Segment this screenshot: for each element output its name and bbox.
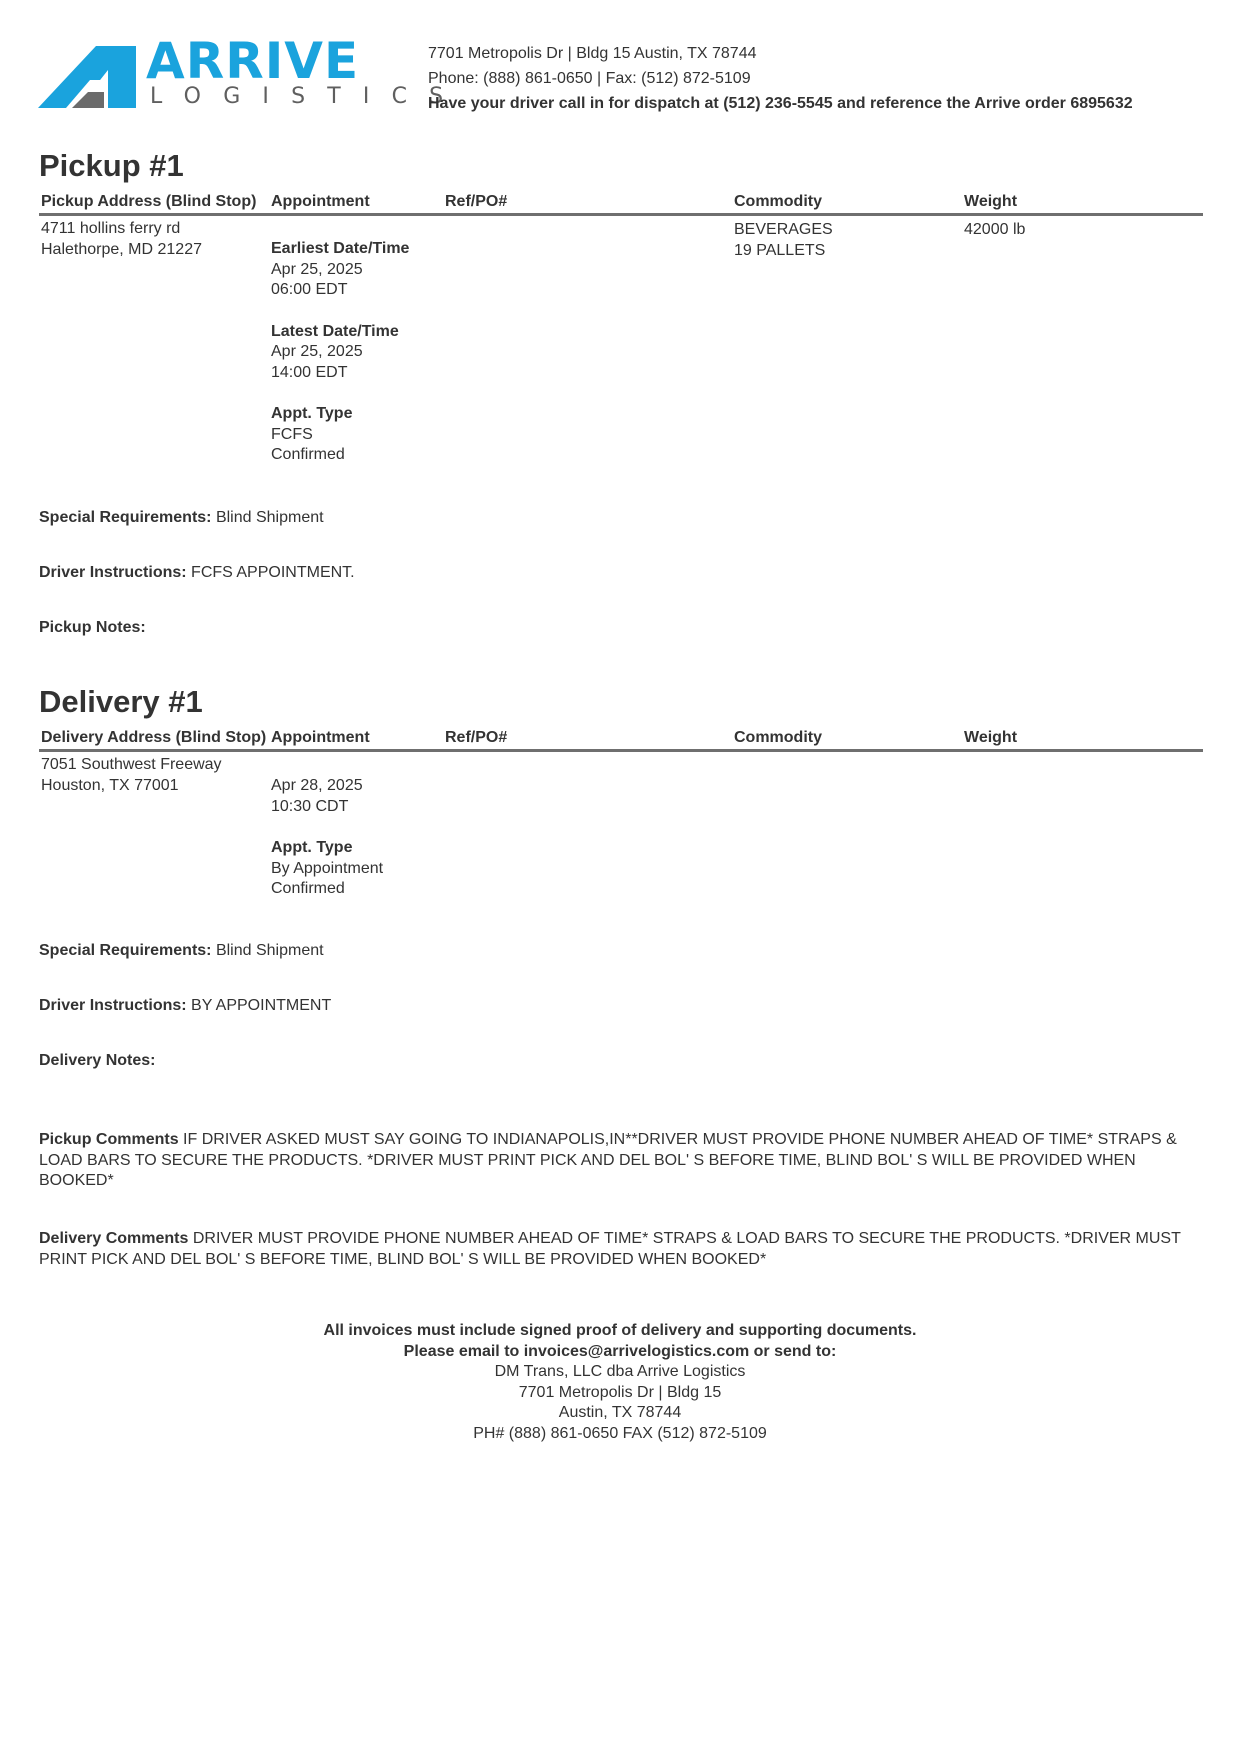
- pickup-driver-label: Driver Instructions:: [39, 564, 187, 581]
- pickup-appt-type: FCFS: [271, 425, 313, 443]
- delivery-driver-label: Driver Instructions:: [39, 997, 187, 1014]
- pickup-address-line1: 4711 hollins ferry rd: [41, 220, 181, 237]
- delivery-address-line2: Houston, TX 77001: [41, 776, 179, 794]
- delivery-col-commodity: Commodity: [734, 729, 822, 746]
- delivery-col-weight: Weight: [964, 729, 1018, 746]
- logo-mark-icon: [38, 46, 142, 112]
- footer-phone-fax: PH# (888) 861-0650 FAX (512) 872-5109: [473, 1424, 767, 1442]
- footer-invoice-requirement: All invoices must include signed proof of delivery and supporting documents.: [323, 1322, 917, 1339]
- arrive-logistics-logo: [38, 32, 466, 112]
- delivery-notes-label: Delivery Notes:: [39, 1052, 156, 1069]
- pickup-address: [41, 219, 202, 260]
- delivery-appt-date: Apr 28, 2025: [271, 777, 363, 794]
- delivery-appt-status: Confirmed: [271, 880, 345, 897]
- pickup-comments-label: Pickup Comments: [39, 1131, 179, 1148]
- delivery-special-value: Blind Shipment: [215, 942, 324, 959]
- pickup-col-commodity: Commodity: [734, 193, 822, 210]
- footer-company: DM Trans, LLC dba Arrive Logistics: [494, 1363, 746, 1381]
- pickup-special-label: Special Requirements:: [39, 509, 212, 526]
- delivery-col-ref-po: Ref/PO#: [445, 729, 508, 746]
- pickup-latest-label: Latest Date/Time: [271, 322, 399, 340]
- pickup-latest-date: Apr 25, 2025: [271, 343, 363, 360]
- pickup-latest-time: 14:00 EDT: [271, 363, 348, 381]
- delivery-special-label: Special Requirements:: [39, 942, 212, 959]
- pickup-driver-value: FCFS APPOINTMENT.: [191, 564, 355, 581]
- footer-city: Austin, TX 78744: [558, 1404, 682, 1422]
- pickup-col-address: Pickup Address (Blind Stop): [41, 193, 257, 210]
- pickup-col-ref-po: Ref/PO#: [445, 193, 508, 210]
- header-address: 7701 Metropolis Dr | Bldg 15 Austin, TX 78744: [428, 45, 757, 62]
- footer-street: 7701 Metropolis Dr | Bldg 15: [518, 1383, 722, 1401]
- pickup-appt-type-label: Appt. Type: [271, 405, 353, 422]
- pickup-col-appointment: Appointment: [271, 193, 370, 210]
- header-dispatch-note: Have your driver call in for dispatch at (512) 236-5545 and reference the Arrive order 6895632: [428, 95, 1133, 112]
- header-contact: [428, 41, 1133, 116]
- pickup-col-weight: Weight: [964, 193, 1018, 210]
- pickup-earliest-label: Earliest Date/Time: [271, 240, 410, 257]
- pickup-special-value: Blind Shipment: [215, 509, 324, 526]
- logo-word: ARRIVE: [146, 32, 360, 90]
- header-phone-fax: Phone: (888) 861-0650 | Fax: (512) 872-5109: [428, 70, 751, 87]
- delivery-notes: [39, 1051, 156, 1071]
- pickup-earliest-time: 06:00 EDT: [271, 281, 348, 298]
- delivery-comments-text: DRIVER MUST PROVIDE PHONE NUMBER AHEAD OF TIME* STRAPS & LOAD BARS TO SECURE THE PRODUCTS. *DRIVER MUST PRINT PICK AND DEL BOL' S BEFORE TIME, BLIND BOL' S WILL BE PROVIDED WHEN BOOKED*: [39, 1230, 1181, 1268]
- delivery-comments-label: Delivery Comments: [39, 1230, 189, 1247]
- delivery-address-line1: 7051 Southwest Freeway: [41, 756, 222, 773]
- delivery-special-requirements: [39, 941, 324, 961]
- pickup-notes: [39, 618, 146, 638]
- delivery-comments: [39, 1229, 1209, 1270]
- pickup-comments-text: IF DRIVER ASKED MUST SAY GOING TO INDIANAPOLIS,IN**DRIVER MUST PROVIDE PHONE NUMBER AHEAD OF TIME* STRAPS & LOAD BARS TO SECURE THE PRODUCTS. *DRIVER MUST PRINT PICK AND DEL BOL' S BEFORE TIME, BLIND BOL' S WILL BE PROVIDED WHEN BOOKED*: [39, 1131, 1177, 1190]
- pickup-comments: [39, 1130, 1209, 1192]
- pickup-title: Pickup #1: [39, 148, 184, 183]
- pickup-special-requirements: [39, 508, 324, 528]
- delivery-col-appointment: Appointment: [271, 729, 370, 746]
- pickup-appointment: [271, 239, 409, 466]
- delivery-appointment: [271, 776, 383, 900]
- delivery-address: [41, 755, 222, 796]
- pickup-header-rule: [39, 213, 1203, 216]
- pickup-address-line2: Halethorpe, MD 21227: [41, 240, 202, 258]
- delivery-appt-time: 10:30 CDT: [271, 797, 349, 815]
- delivery-appt-type-label: Appt. Type: [271, 839, 353, 856]
- pickup-notes-label: Pickup Notes:: [39, 619, 146, 636]
- pickup-commodity-name: BEVERAGES: [734, 221, 833, 238]
- pickup-weight: 42000 lb: [964, 221, 1026, 238]
- delivery-driver-value: BY APPOINTMENT: [191, 997, 332, 1014]
- pickup-commodity: [734, 220, 833, 261]
- pickup-appt-status: Confirmed: [271, 446, 345, 463]
- invoice-footer: [0, 1321, 1240, 1445]
- footer-email-instruction: Please email to invoices@arrivelogistics.com or send to:: [403, 1342, 837, 1360]
- pickup-pallets: 19 PALLETS: [734, 241, 826, 259]
- pickup-earliest-date: Apr 25, 2025: [271, 260, 363, 278]
- delivery-col-address: Delivery Address (Blind Stop): [41, 729, 267, 746]
- delivery-header-rule: [39, 749, 1203, 752]
- delivery-driver-instructions: [39, 996, 331, 1016]
- pickup-driver-instructions: [39, 563, 355, 583]
- delivery-title: Delivery #1: [39, 684, 203, 719]
- logo-subword: LOGISTICS: [150, 84, 466, 109]
- delivery-appt-type: By Appointment: [271, 859, 384, 877]
